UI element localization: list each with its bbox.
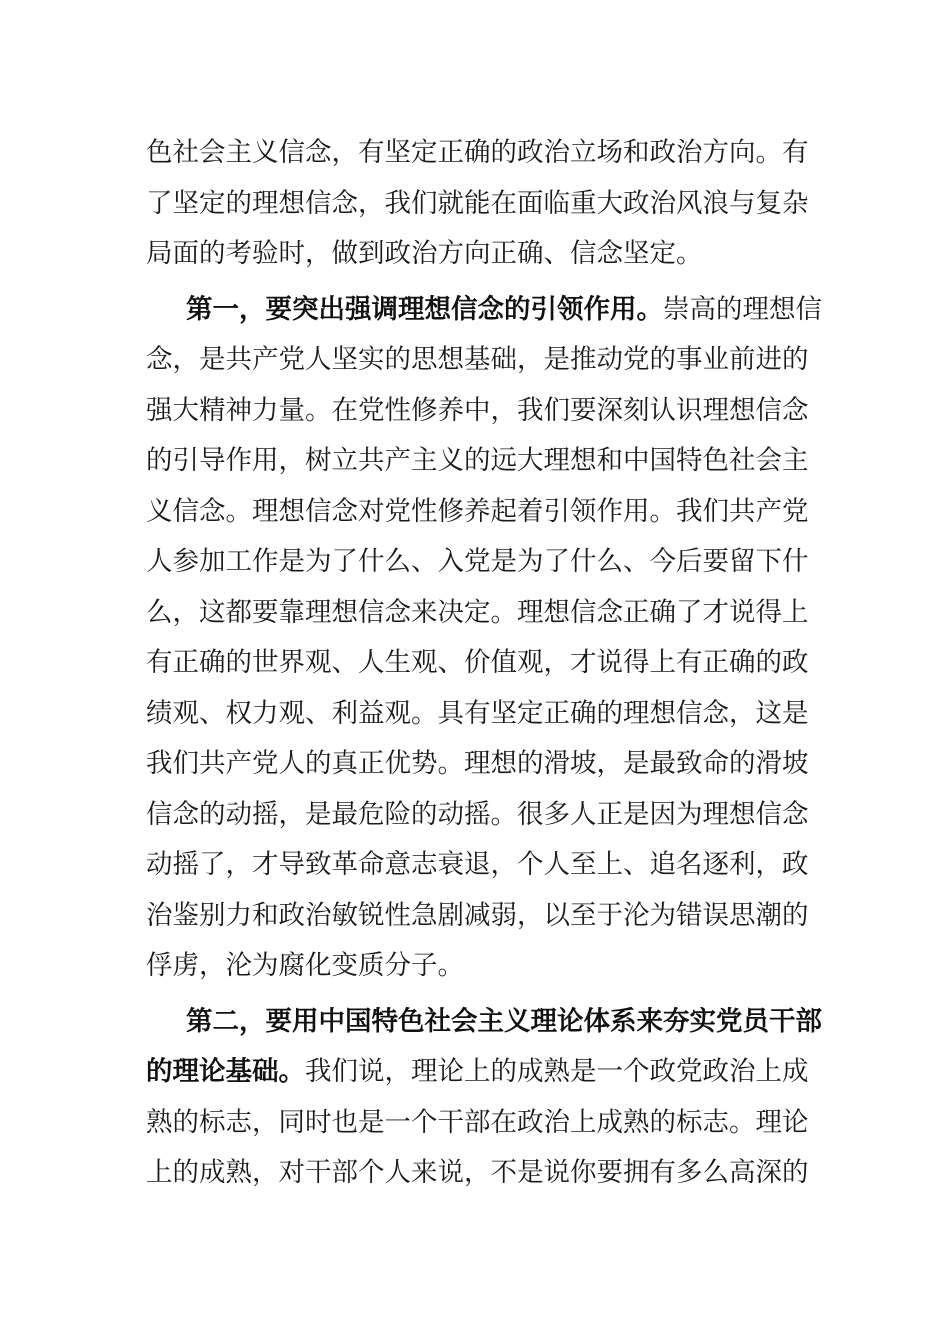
line-text: 动摇了，才导致革命意志衰退，个人至上、追名逐利，政 — [146, 849, 809, 880]
point-heading: 的理论基础。 — [146, 1056, 305, 1087]
paragraph-first-point — [146, 285, 822, 992]
line-text: 崇高的理想信 — [663, 293, 822, 325]
text-line — [146, 1047, 809, 1098]
line-text: 绩观、权力观、利益观。具有坚定正确的理想信念，这是 — [146, 697, 809, 729]
text-line — [146, 335, 809, 386]
text-line — [146, 128, 809, 179]
line-text: 色社会主义信念，有坚定正确的政治立场和政治方向。有 — [146, 137, 809, 168]
line-text: 熟的标志，同时也是一个干部在政治上成熟的标志。理论 — [146, 1106, 809, 1138]
line-text: 强大精神力量。在党性修养中，我们要深刻认识理想信念 — [146, 394, 809, 426]
point-heading: 第一，要突出强调理想信念的引领作用。 — [186, 293, 663, 325]
line-text: 的引导作用，树立共产主义的远大理想和中国特色社会主 — [146, 445, 809, 476]
line-text: 我们说，理论上的成熟是一个政党政治上成 — [305, 1056, 809, 1087]
text-line — [146, 436, 809, 487]
text-line — [146, 386, 809, 437]
text-line — [146, 1098, 809, 1149]
paragraph-continuation — [146, 128, 809, 280]
line-text: 信念的动摇，是最危险的动摇。很多人正是因为理想信念 — [146, 798, 809, 830]
line-text: 上的成熟，对干部个人来说，不是说你要拥有多么高深的 — [146, 1157, 809, 1188]
text-line — [146, 840, 809, 891]
text-line — [146, 588, 809, 639]
line-text: 俘虏，沦为腐化变质分子。 — [146, 950, 464, 981]
text-line — [146, 891, 809, 942]
text-line — [146, 285, 822, 336]
point-heading: 第二，要用中国特色社会主义理论体系来夯实党员干部 — [186, 1005, 822, 1037]
text-line — [146, 487, 809, 538]
line-text: 治鉴别力和政治敏锐性急剧减弱，以至于沦为错误思潮的 — [146, 899, 809, 931]
text-line — [146, 997, 822, 1048]
line-text: 么，这都要靠理想信念来决定。理想信念正确了才说得上 — [146, 596, 809, 628]
text-line — [146, 179, 809, 230]
line-text: 义信念。理想信念对党性修养起着引领作用。我们共产党 — [146, 495, 809, 527]
text-line — [146, 941, 806, 992]
text-line — [146, 229, 806, 280]
document-body — [146, 128, 822, 1199]
line-text: 我们共产党人的真正优势。理想的滑坡，是最致命的滑坡 — [146, 748, 809, 779]
line-text: 念，是共产党人坚实的思想基础，是推动党的事业前进的 — [146, 344, 809, 375]
line-text: 了坚定的理想信念，我们就能在面临重大政治风浪与复杂 — [146, 187, 809, 219]
text-line — [146, 1148, 809, 1199]
text-line — [146, 739, 809, 790]
text-line — [146, 537, 809, 588]
line-text: 有正确的世界观、人生观、价值观，才说得上有正确的政 — [146, 647, 809, 678]
text-line — [146, 638, 809, 689]
line-text: 局面的考验时，做到政治方向正确、信念坚定。 — [146, 238, 703, 269]
text-line — [146, 689, 809, 740]
paragraph-second-point — [146, 997, 822, 1199]
text-line — [146, 790, 809, 841]
line-text: 人参加工作是为了什么、入党是为了什么、今后要留下什 — [146, 546, 809, 577]
